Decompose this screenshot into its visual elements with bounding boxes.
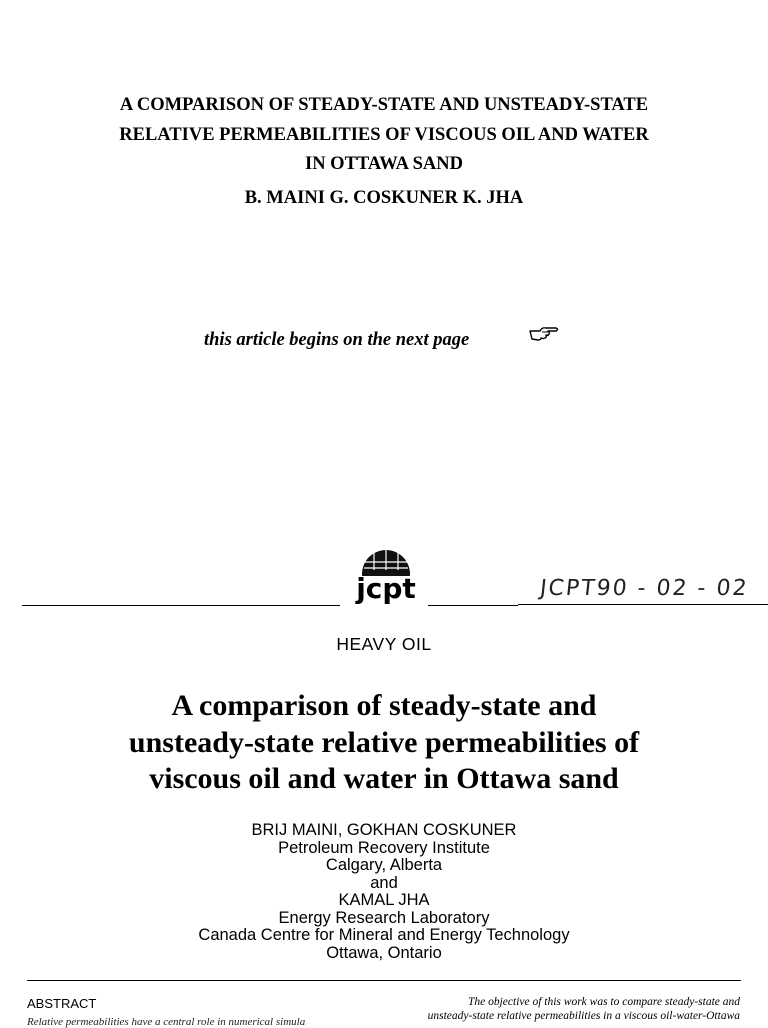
next-page-note[interactable]: this article begins on the next page <box>204 330 470 350</box>
header-rule-mid <box>428 605 518 606</box>
affiliation-line: KAMAL JHA <box>338 891 430 909</box>
header-rule-right <box>518 604 768 605</box>
affiliation-line: and <box>370 873 398 892</box>
cover-title-line-3: IN OTTAWA SAND <box>305 154 463 174</box>
article-title <box>40 688 728 798</box>
affiliation-line: Calgary, Alberta <box>325 856 443 874</box>
affiliation-line: Energy Research Laboratory <box>278 908 490 927</box>
jcpt-logo-icon <box>350 548 422 612</box>
affiliation-line: Canada Centre for Mineral and Energy Technology <box>198 926 570 944</box>
abstract-text: Relative permeabilities have a central role in numerical simula <box>27 1016 306 1028</box>
section-divider <box>27 980 741 981</box>
pointing-hand-icon <box>528 322 560 344</box>
abstract-heading: ABSTRACT <box>27 996 97 1011</box>
affiliation-line: BRIJ MAINI, GOKHAN COSKUNER <box>251 821 517 839</box>
objective-line-1: The objective of this work was to compare steady-state and <box>467 996 740 1008</box>
handwritten-reference-stamp: JCPT90 - 02 - 02 <box>538 576 750 601</box>
section-label: HEAVY OIL <box>336 634 432 654</box>
cover-title-line-1: A COMPARISON OF STEADY-STATE AND UNSTEADY-STATE <box>119 95 649 115</box>
author-affiliations <box>100 822 668 962</box>
header-rule-left <box>22 605 340 606</box>
affiliation-line: Petroleum Recovery Institute <box>278 838 490 857</box>
article-title-line-2: unsteady-state relative permeabilities of <box>128 725 640 759</box>
cover-title-line-2: RELATIVE PERMEABILITIES OF VISCOUS OIL AND WATER <box>119 124 649 145</box>
article-title-line-1: A comparison of steady-state and <box>171 689 597 722</box>
cover-authors: B. MAINI G. COSKUNER K. JHA <box>244 188 524 208</box>
objective-paragraph <box>380 995 740 1023</box>
logo-text: jcpt <box>356 572 416 605</box>
article-title-line-3: viscous oil and water in Ottawa sand <box>149 762 619 795</box>
objective-line-2: unsteady-state relative permeabilities in a viscous oil-water-Ottawa <box>427 1010 740 1022</box>
affiliation-line: Ottawa, Ontario <box>326 943 442 962</box>
cover-title <box>40 91 728 180</box>
